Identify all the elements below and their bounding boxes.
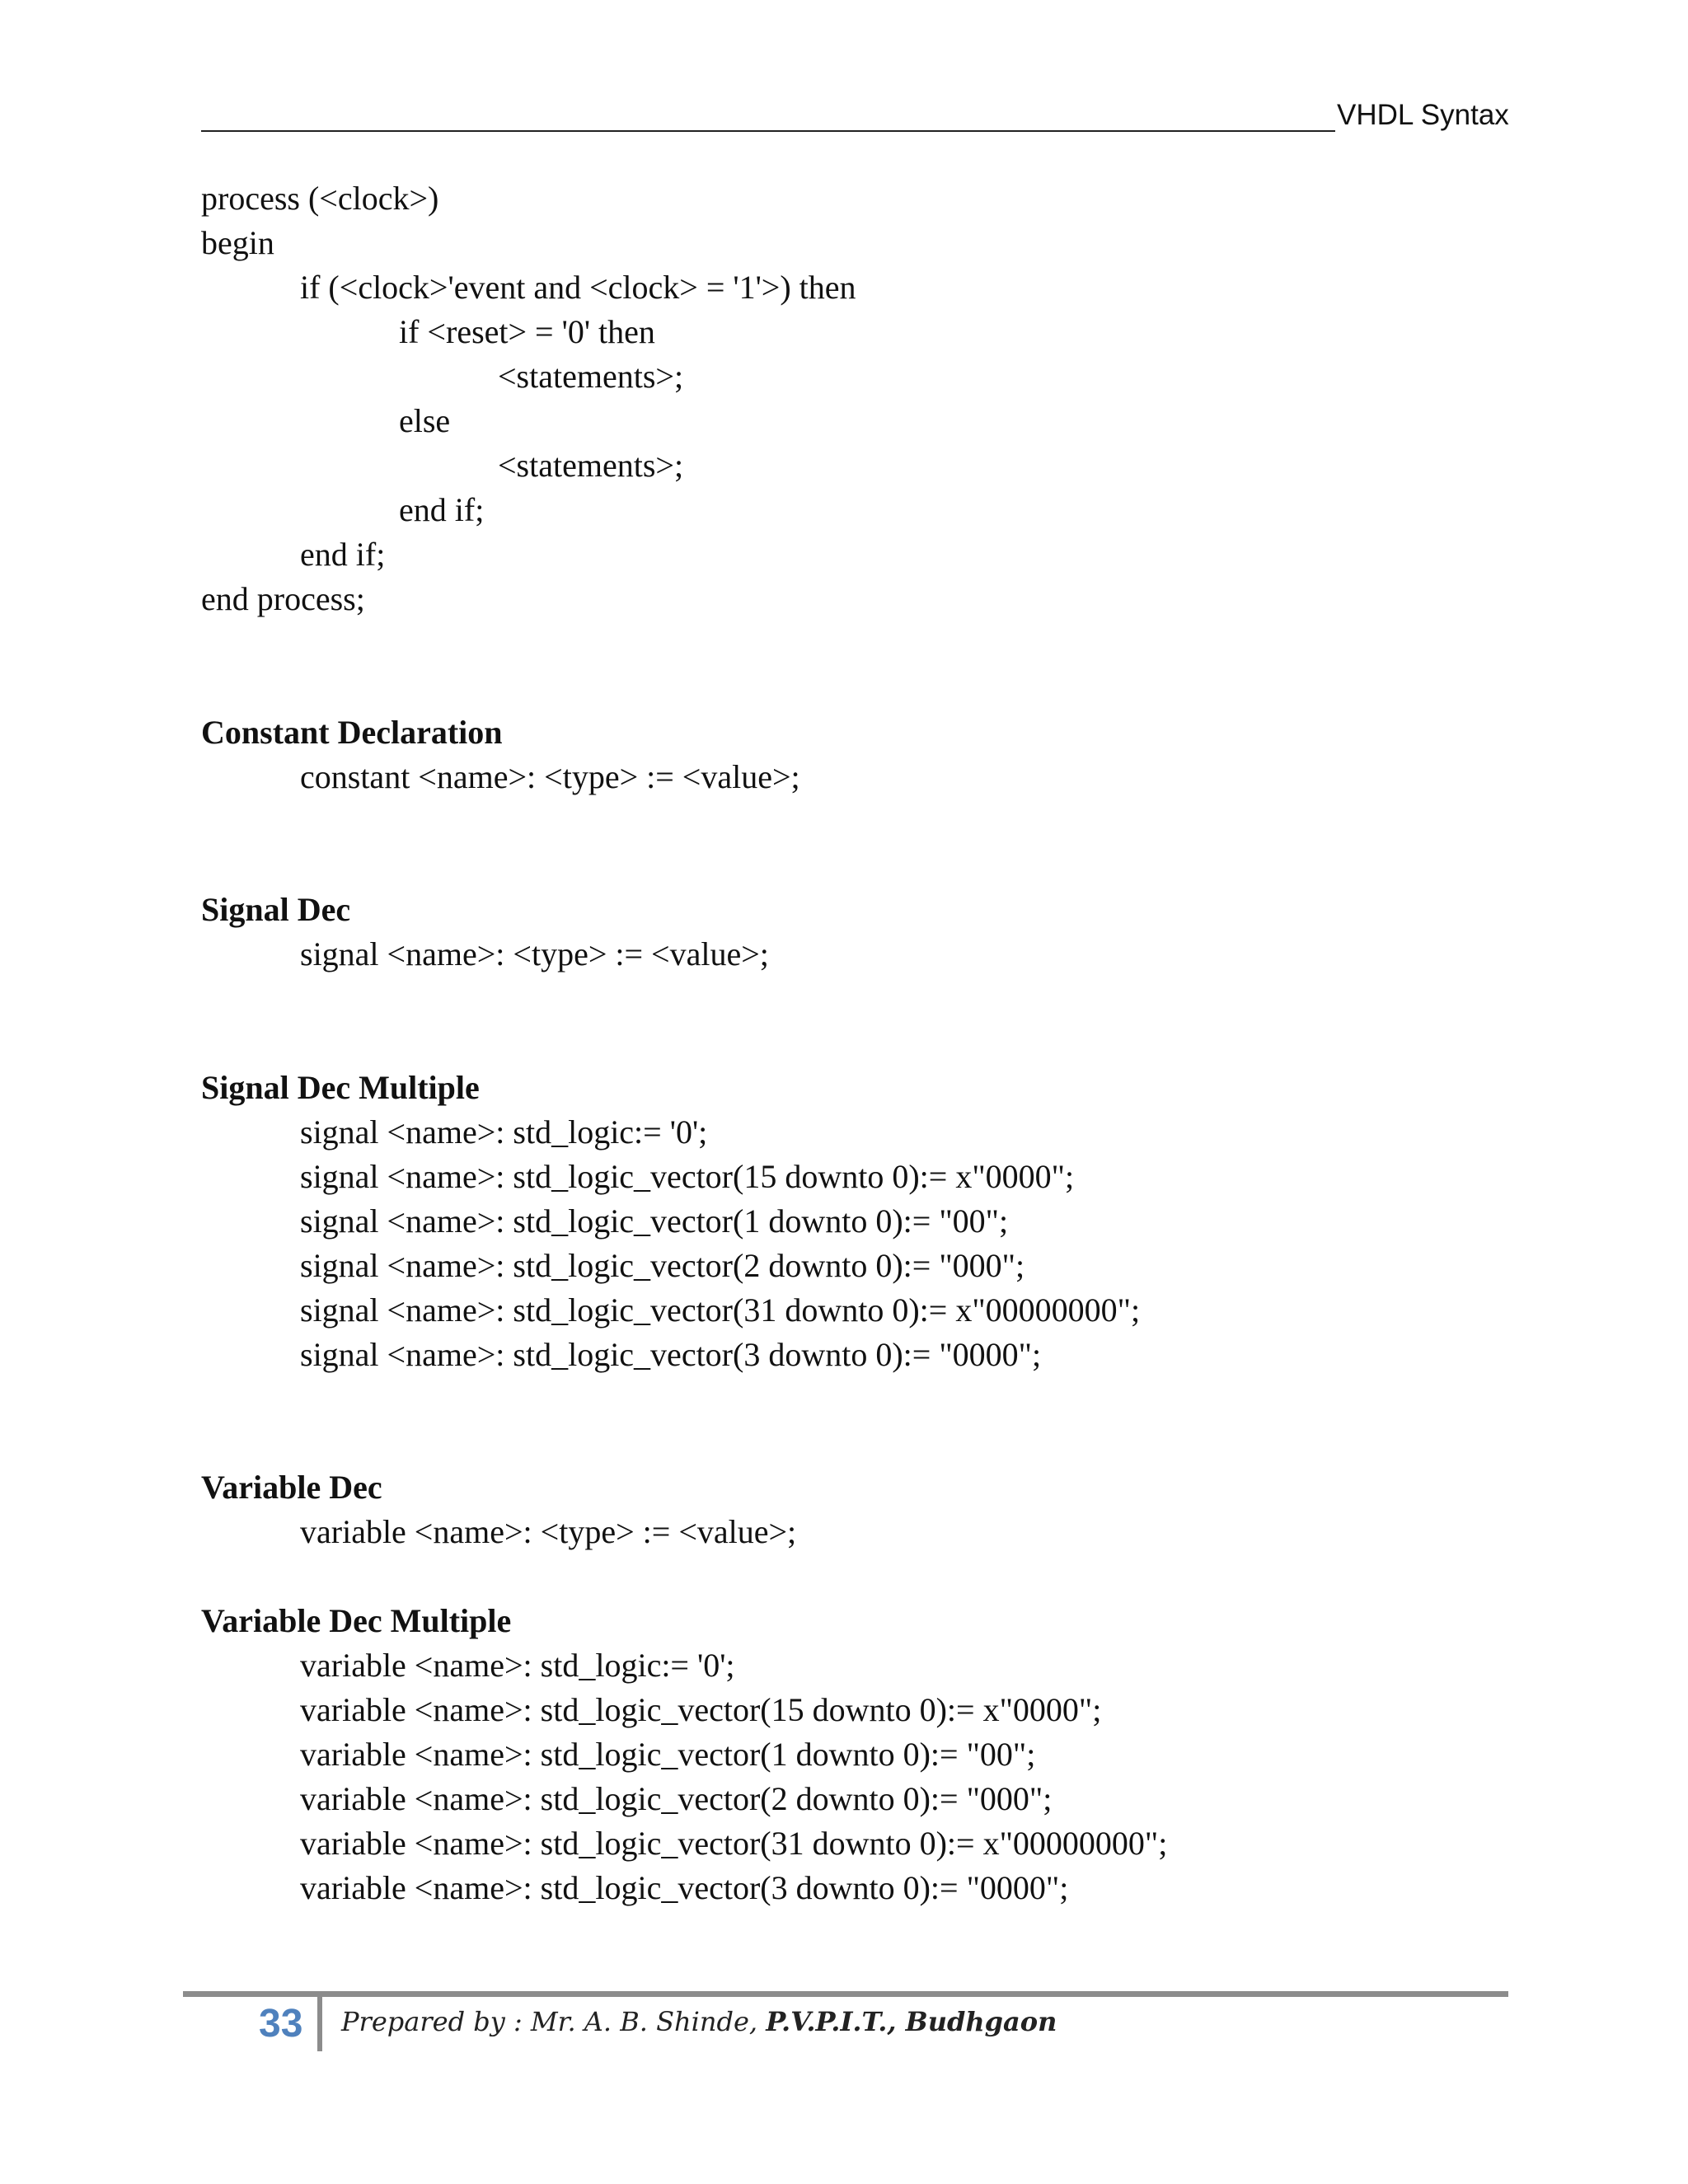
section-heading-signal-dec: Signal Dec	[201, 891, 351, 928]
code-line: begin	[201, 224, 274, 261]
code-line: if (<clock>'event and <clock> = '1'>) then	[300, 269, 856, 306]
code-line: signal <name>: <type> := <value>;	[300, 935, 769, 972]
code-line: variable <name>: <type> := <value>;	[300, 1513, 797, 1550]
code-line: variable <name>: std_logic_vector(31 downto 0):= x"00000000";	[300, 1825, 1168, 1862]
code-line: if <reset> = '0' then	[399, 313, 655, 350]
section-heading-variable-dec: Variable Dec	[201, 1469, 382, 1506]
code-line: end process;	[201, 580, 365, 617]
footer-credit-institute: P.V.P.I.T., Budhgaon	[766, 2006, 1057, 2037]
footer-rule	[183, 1991, 1508, 1997]
code-line: signal <name>: std_logic_vector(31 downto 0):= x"00000000";	[300, 1291, 1141, 1329]
code-line: variable <name>: std_logic_vector(15 downto 0):= x"0000";	[300, 1691, 1102, 1728]
code-line: signal <name>: std_logic_vector(2 downto 0):= "000";	[300, 1247, 1025, 1284]
footer-credit-author: Prepared by : Mr. A. B. Shinde,	[341, 2006, 767, 2037]
header-title: VHDL Syntax	[1337, 99, 1509, 131]
footer-divider	[317, 1997, 322, 2051]
section-heading-constant-declaration: Constant Declaration	[201, 714, 503, 751]
code-line: process (<clock>)	[201, 180, 439, 217]
code-line: signal <name>: std_logic:= '0';	[300, 1113, 708, 1151]
code-line: signal <name>: std_logic_vector(3 downto 0):= "0000";	[300, 1336, 1042, 1373]
header-rule	[201, 130, 1335, 132]
code-line: variable <name>: std_logic_vector(1 downto 0):= "00";	[300, 1736, 1036, 1773]
code-line: constant <name>: <type> := <value>;	[300, 758, 800, 795]
code-line: end if;	[300, 536, 386, 573]
code-line: <statements>;	[498, 447, 684, 484]
code-line: else	[399, 402, 451, 439]
code-line: variable <name>: std_logic:= '0';	[300, 1647, 735, 1684]
page-number: 33	[259, 2002, 303, 2046]
code-line: variable <name>: std_logic_vector(2 downto 0):= "000";	[300, 1780, 1053, 1817]
code-line: end if;	[399, 491, 485, 528]
code-line: signal <name>: std_logic_vector(15 downto 0):= x"0000";	[300, 1158, 1075, 1195]
code-line: signal <name>: std_logic_vector(1 downto 0):= "00";	[300, 1202, 1009, 1240]
code-line: <statements>;	[498, 358, 684, 395]
section-heading-variable-dec-multiple: Variable Dec Multiple	[201, 1602, 512, 1639]
section-heading-signal-dec-multiple: Signal Dec Multiple	[201, 1069, 480, 1106]
code-line: variable <name>: std_logic_vector(3 downto 0):= "0000";	[300, 1869, 1069, 1906]
footer-credit	[341, 2001, 1057, 2042]
